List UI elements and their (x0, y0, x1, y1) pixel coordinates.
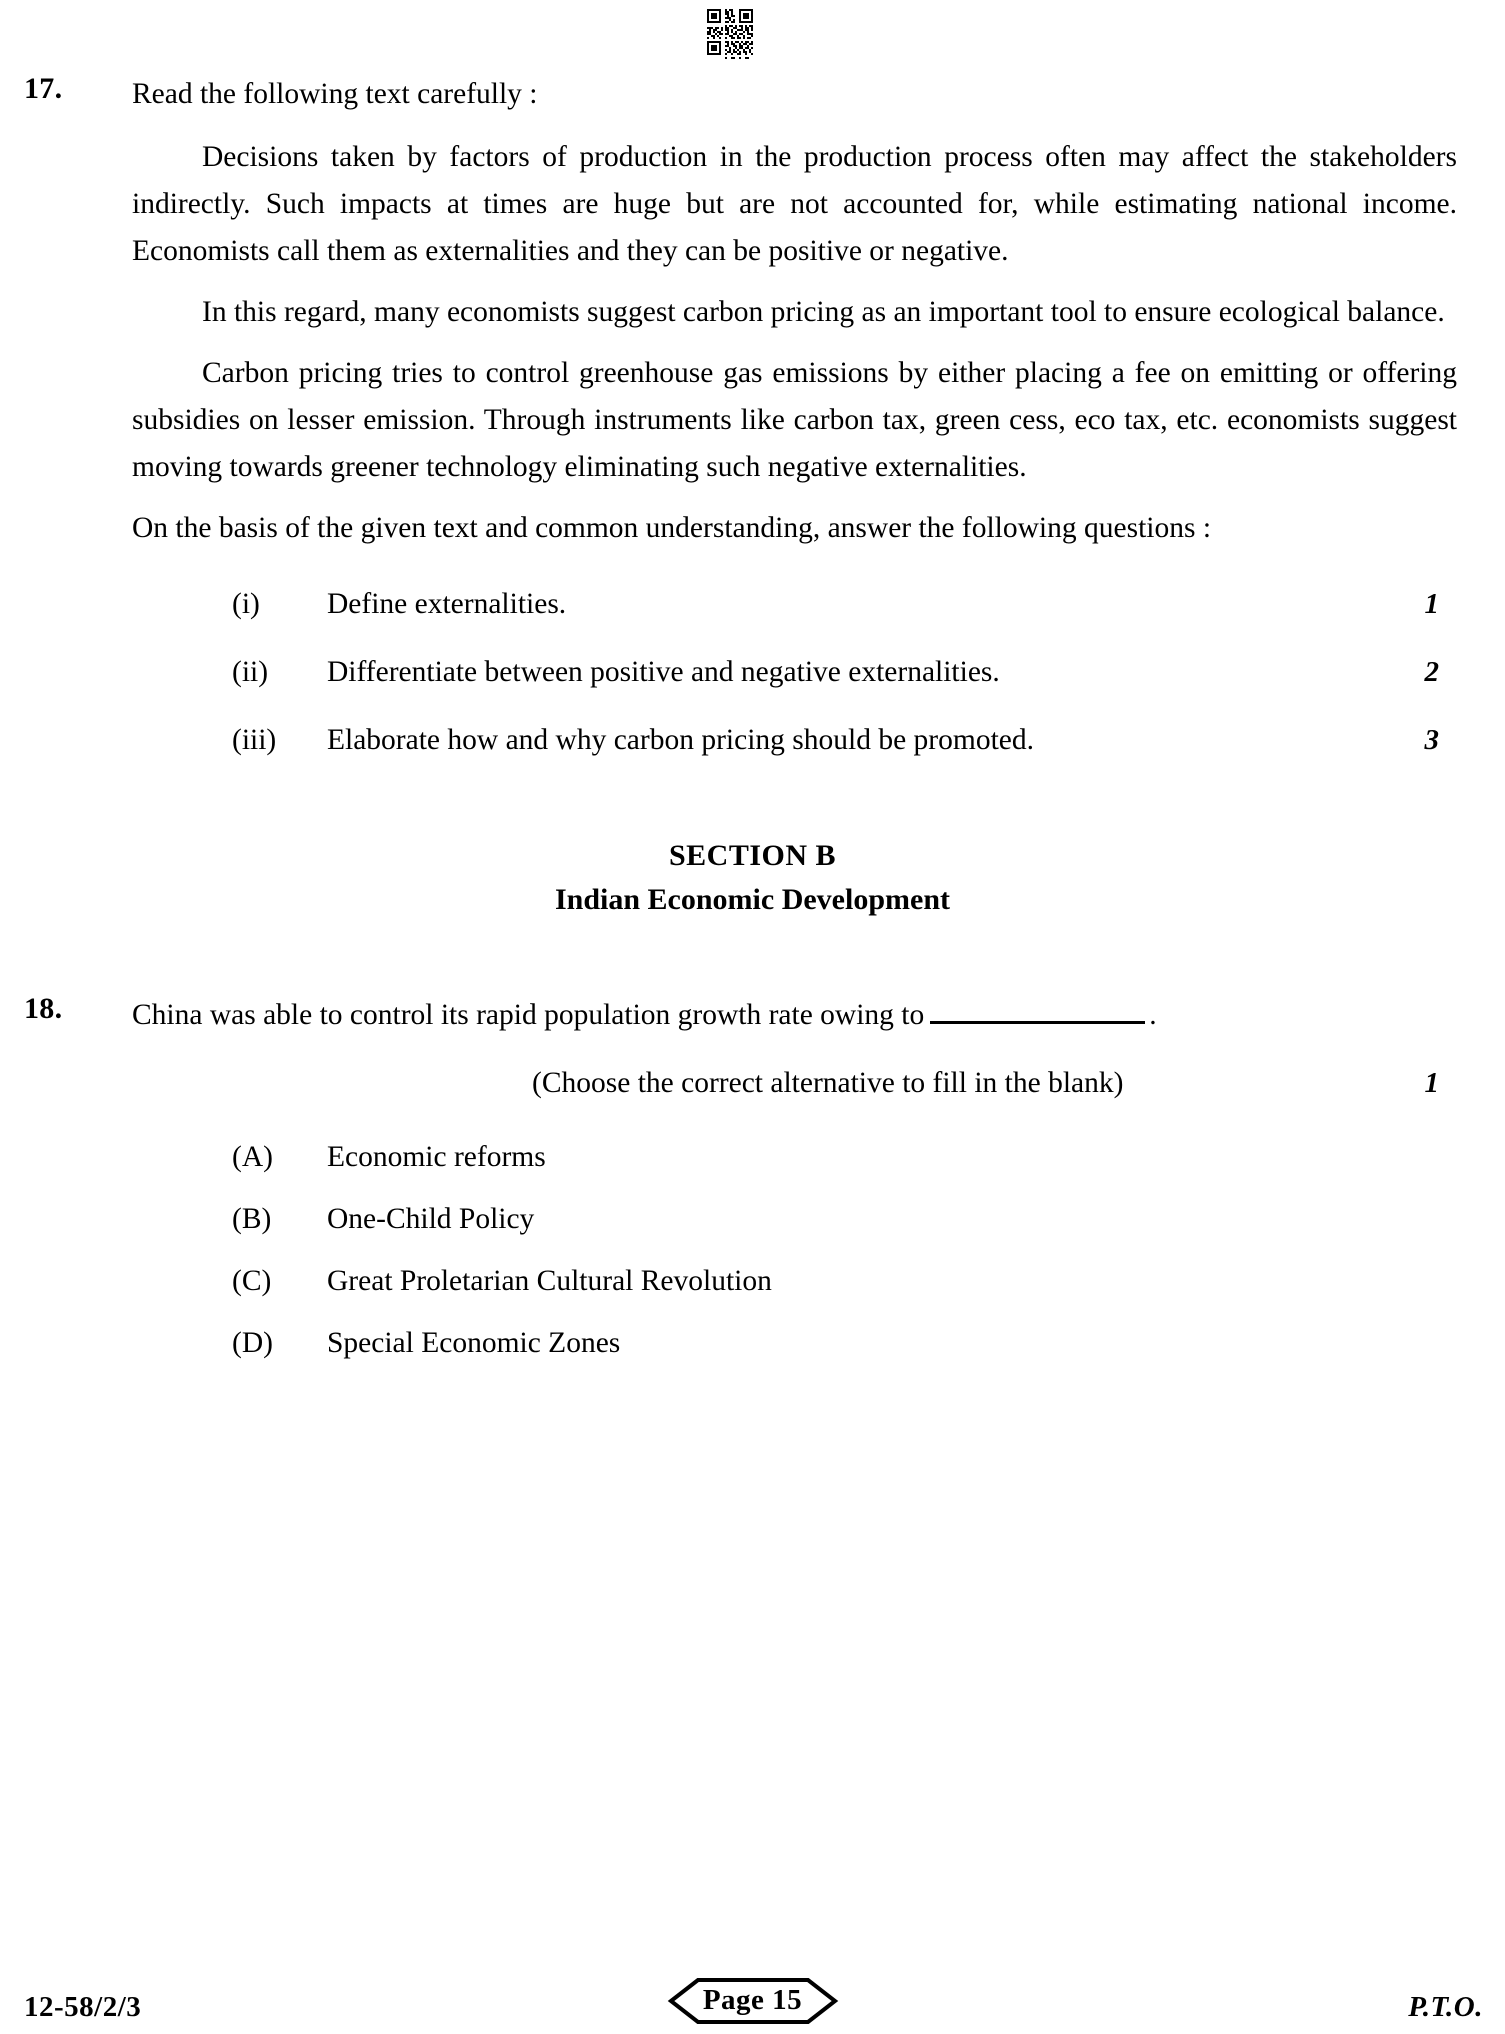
subquestion-iii-text: Elaborate how and why carbon pricing should be promoted. (327, 724, 1034, 756)
subquestion-i (132, 582, 1457, 628)
section-heading-block (0, 834, 1505, 922)
question-17-instruction: On the basis of the given text and common understanding, answer the following questions : (132, 512, 1212, 544)
question-18-number: 18. (24, 992, 63, 1025)
question-content (0, 72, 1505, 1365)
subquestion-i-label: (i) (232, 588, 260, 620)
option-c-label: (C) (232, 1265, 272, 1297)
option-c[interactable] (132, 1259, 1457, 1303)
qr-code-icon (705, 7, 763, 63)
page-footer (0, 1966, 1505, 2026)
option-b-label: (B) (232, 1203, 272, 1235)
option-d-text: Special Economic Zones (327, 1327, 621, 1359)
question-17-number: 17. (24, 72, 63, 105)
question-17-paragraph-2: In this regard, many economists suggest carbon pricing as an important tool to ensure ecological balance. (202, 296, 1445, 328)
question-18-instruction-row (132, 1061, 1457, 1105)
question-18-stem-text: China was able to control its rapid population growth rate owing to (132, 999, 925, 1031)
fill-in-blank-rule (930, 999, 1145, 1024)
option-a[interactable] (132, 1135, 1457, 1179)
subquestion-ii-label: (ii) (232, 656, 269, 688)
subquestion-i-marks: 1 (1424, 588, 1439, 620)
option-b[interactable] (132, 1197, 1457, 1241)
option-a-label: (A) (232, 1141, 273, 1173)
option-a-text: Economic reforms (327, 1141, 546, 1173)
section-subtitle: Indian Economic Development (554, 883, 950, 916)
question-17-paragraph-1: Decisions taken by factors of production in the production process often may affect the stakeholders indirectly. Such impacts at times are huge but are not accounted for, while estimating national income. Economists call them as externalities and they can be positive or negative. (132, 141, 1457, 267)
subquestion-iii-label: (iii) (232, 724, 277, 756)
subquestion-iii-marks: 3 (1424, 724, 1439, 756)
pto-label: P.T.O. (1408, 1991, 1483, 2023)
question-17-paragraph-3: Carbon pricing tries to control greenhouse gas emissions by either placing a fee on emitting or offering subsidies on lesser emission. Through instruments like carbon tax, green cess, eco tax, etc. economists suggest moving towards greener technology eliminating such negative externalities. (132, 357, 1457, 483)
question-17-prompt: Read the following text carefully : (132, 78, 538, 110)
question-18-instruction: (Choose the correct alternative to fill in the blank) (532, 1067, 1124, 1099)
question-18-stem-end: . (1149, 999, 1157, 1031)
subquestion-iii (132, 718, 1457, 764)
option-d[interactable] (132, 1321, 1457, 1365)
option-d-label: (D) (232, 1327, 273, 1359)
page-number-label: Page 15 (702, 1984, 803, 2016)
subquestion-ii (132, 650, 1457, 696)
paper-code: 12-58/2/3 (24, 1991, 142, 2023)
question-17 (0, 72, 1505, 764)
subquestion-ii-text: Differentiate between positive and negative externalities. (327, 656, 1000, 688)
option-b-text: One-Child Policy (327, 1203, 535, 1235)
option-c-text: Great Proletarian Cultural Revolution (327, 1265, 772, 1297)
question-18 (0, 992, 1505, 1365)
subquestion-i-text: Define externalities. (327, 588, 567, 620)
question-18-stem (132, 992, 1457, 1039)
question-18-marks: 1 (1424, 1067, 1439, 1099)
subquestion-ii-marks: 2 (1424, 656, 1439, 688)
page-number-badge (603, 1974, 903, 2028)
section-title: SECTION B (668, 839, 837, 872)
